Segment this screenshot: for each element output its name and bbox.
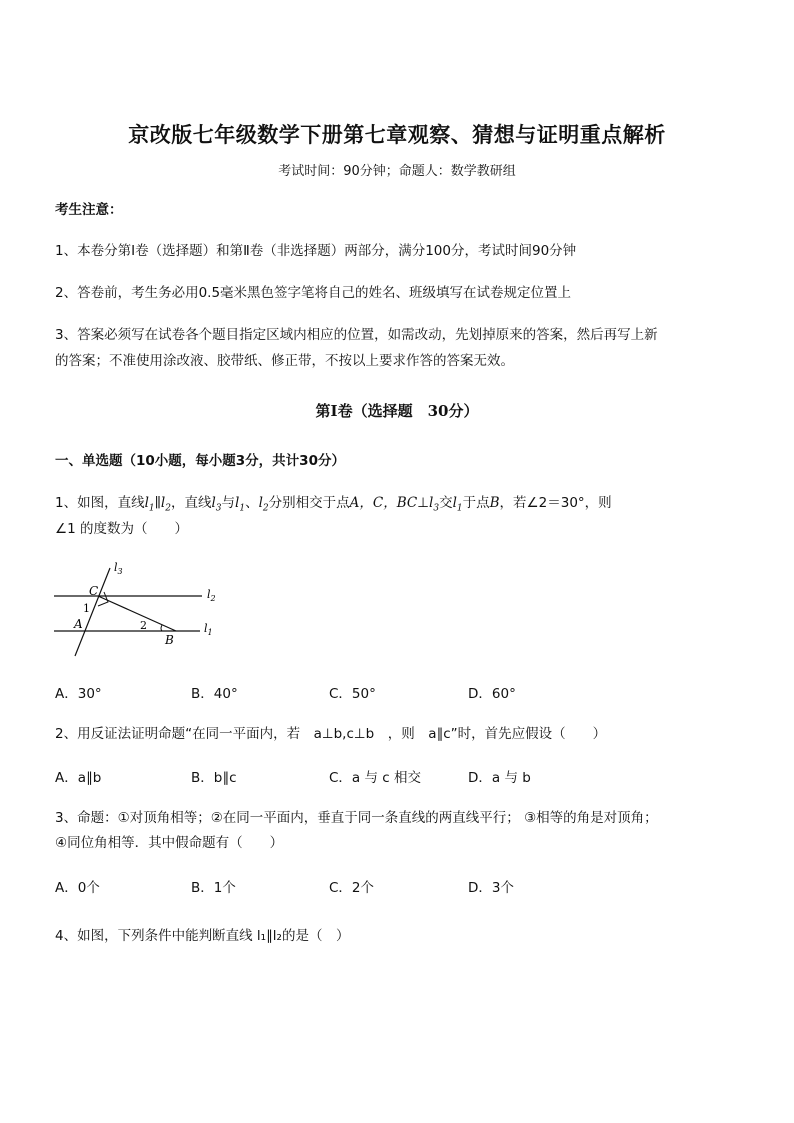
label-l2: $l_2$ — [207, 588, 216, 603]
question-2-text: 2、用反证法证明命题“在同一平面内，若 a⊥b,c⊥b ，则 a∥c”时，首先应假设（ ） — [55, 726, 607, 742]
q1-option-a[interactable]: A．30° — [55, 686, 102, 702]
label-angle-1: 1 — [83, 602, 90, 615]
label-b: B — [165, 633, 174, 647]
line-l3 — [75, 568, 110, 656]
q3-option-b[interactable]: B．1个 — [191, 880, 236, 896]
label-angle-2: 2 — [140, 619, 147, 632]
notice-heading: 考生注意： — [55, 202, 123, 218]
label-l3: $l_3$ — [114, 561, 123, 576]
question-1-text-cont: ∠1 的度数为（ ） — [55, 521, 188, 537]
q3-option-d[interactable]: D．3个 — [468, 880, 514, 896]
section-title: 第Ⅰ卷（选择题 30分） — [315, 402, 479, 420]
notice-item-2: 2、答卷前，考生务必用0.5毫米黑色签字笔将自己的姓名、班级填写在试卷规定位置上 — [55, 285, 572, 301]
q3-option-a[interactable]: A．0个 — [55, 880, 100, 896]
page-title: 京改版七年级数学下册第七章观察、猜想与证明重点解析 — [128, 122, 666, 147]
label-l1: $l_1$ — [204, 622, 213, 637]
notice-item-3: 3、答案必须写在试卷各个题目指定区域内相应的位置，如需改动，先划掉原来的答案，然后再写上新 — [55, 327, 658, 343]
question-4-text: 4、如图，下列条件中能判断直线 l₁∥l₂的是（ ） — [55, 928, 350, 944]
question-1-text: 1、如图，直线$l_1\parallel l_2$，直线$l_3$与$l_1$、$l_2$分别相交于点A，C，$BC\perp l_3$交$l_1$于点B，若∠2＝30°，则 — [55, 495, 612, 514]
question-1-figure — [50, 558, 230, 662]
question-3-text-cont: ④同位角相等．其中假命题有（ ） — [55, 835, 284, 851]
notice-item-3-cont: 的答案；不准使用涂改液、胶带纸、修正带，不按以上要求作答的答案无效。 — [55, 353, 514, 369]
q3-option-c[interactable]: C．2个 — [329, 880, 375, 896]
q2-option-a[interactable]: A．a∥b — [55, 770, 102, 786]
q1-option-c[interactable]: C．50° — [329, 686, 376, 702]
q2-option-c[interactable]: C．a 与 c 相交 — [329, 770, 421, 786]
segment-bc — [98, 596, 176, 631]
part-heading: 一、单选题（10小题，每小题3分，共计30分） — [55, 453, 345, 469]
exam-info: 考试时间：90分钟；命题人：数学教研组 — [278, 164, 516, 179]
label-a: A — [74, 617, 83, 631]
angle-2-arc — [161, 625, 162, 631]
q2-option-b[interactable]: B．b∥c — [191, 770, 237, 786]
q2-option-d[interactable]: D．a 与 b — [468, 770, 531, 786]
notice-item-1: 1、本卷分第Ⅰ卷（选择题）和第Ⅱ卷（非选择题）两部分，满分100分，考试时间90分钟 — [55, 243, 577, 259]
label-c: C — [89, 584, 99, 598]
q1-option-d[interactable]: D．60° — [468, 686, 516, 702]
question-3-text: 3、命题：①对顶角相等；②在同一平面内，垂直于同一条直线的两直线平行； ③相等的角是对顶角； — [55, 810, 658, 826]
q1-option-b[interactable]: B．40° — [191, 686, 238, 702]
